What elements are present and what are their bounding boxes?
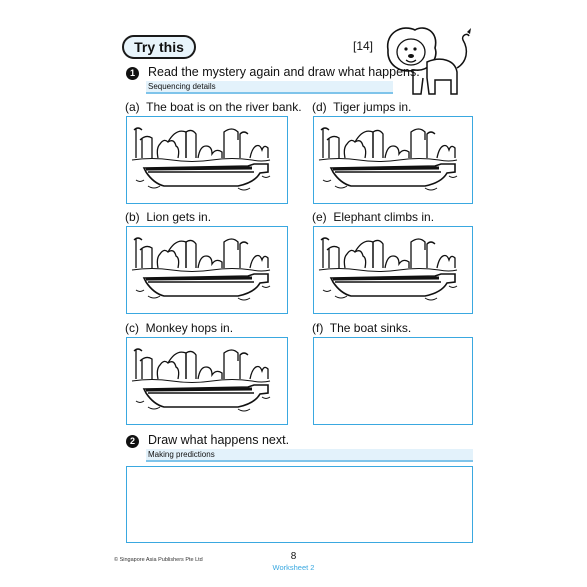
- question-2-number: 2: [126, 435, 139, 448]
- skill-predictions: Making predictions: [146, 449, 473, 462]
- title-pill: Try this: [122, 35, 196, 59]
- item-c-label: (c) Monkey hops in.: [125, 321, 234, 335]
- skill-sequencing: Sequencing details: [146, 81, 393, 94]
- copyright: © Singapore Asia Publishers Pte Ltd: [114, 557, 203, 563]
- item-a-label: (a) The boat is on the river bank.: [125, 100, 302, 114]
- question-2-text: Draw what happens next.: [148, 433, 290, 447]
- question-1-number: 1: [126, 67, 139, 80]
- drawing-box-prediction[interactable]: [126, 466, 473, 543]
- total-marks: [14]: [353, 39, 374, 53]
- worksheet-label: Worksheet 2: [272, 563, 315, 572]
- item-e-label: (e) Elephant climbs in.: [312, 210, 435, 224]
- item-d-label: (d) Tiger jumps in.: [312, 100, 412, 114]
- page-number: 8: [290, 551, 297, 562]
- question-1-text: Read the mystery again and draw what happens.: [148, 65, 420, 79]
- item-b-label: (b) Lion gets in.: [125, 210, 212, 224]
- item-f-label: (f) The boat sinks.: [312, 321, 412, 335]
